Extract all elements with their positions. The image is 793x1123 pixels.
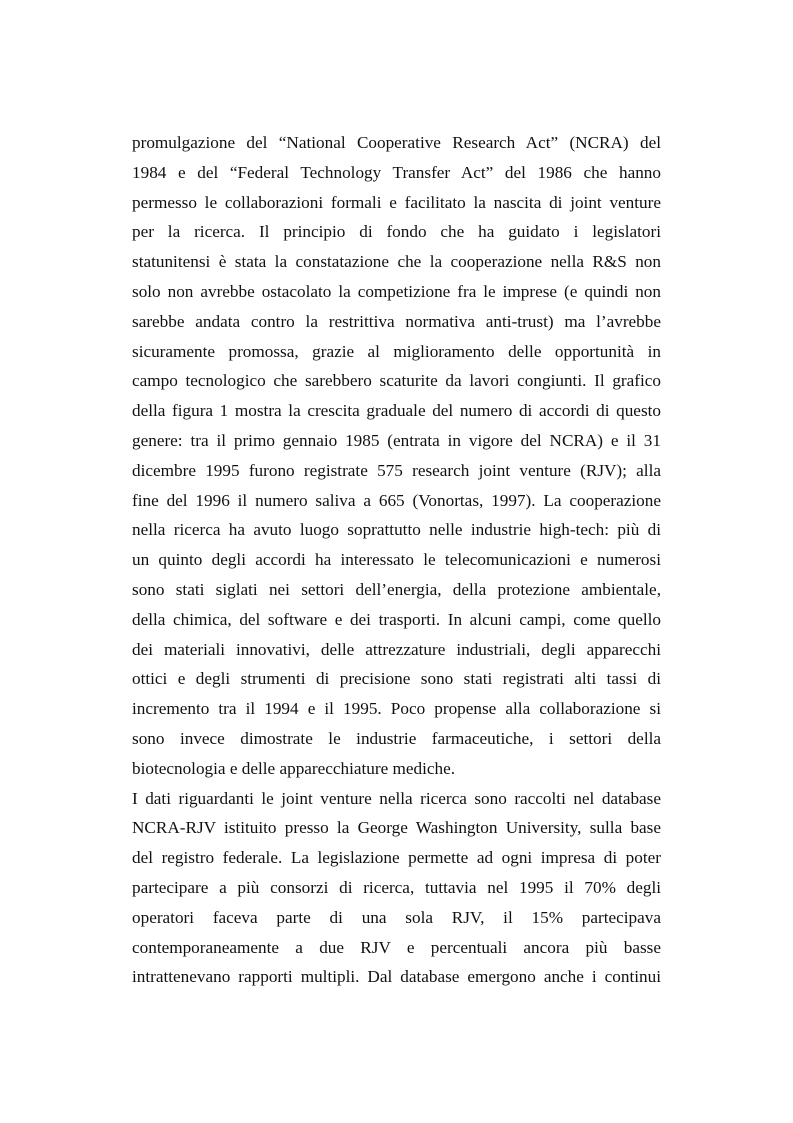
text-line: I dati riguardanti le joint venture nella ricerca sono raccolti nel database <box>132 788 661 808</box>
text-line: solo non avrebbe ostacolato la competizione fra le imprese (e quindi non <box>132 281 661 301</box>
text-line: per la ricerca. Il principio di fondo che ha guidato i legislatori <box>132 222 661 242</box>
text-line: biotecnologia e delle apparecchiature mediche. <box>132 758 456 778</box>
text-line: NCRA-RJV istituito presso la George Washington University, sulla base <box>132 818 661 838</box>
text-line: promulgazione del “National Cooperative Research Act” (NCRA) del <box>132 133 661 152</box>
text-line: partecipare a più consorzi di ricerca, tuttavia nel 1995 il 70% degli <box>132 877 661 897</box>
text-line: intrattenevano rapporti multipli. Dal database emergono anche i continui <box>132 967 661 987</box>
text-line: dei materiali innovativi, delle attrezzature industriali, degli apparecchi <box>132 639 661 659</box>
text-line: sono invece dimostrate le industrie farmaceutiche, i settori della <box>132 728 661 748</box>
text-line: sono stati siglati nei settori dell’energia, della protezione ambientale, <box>132 579 661 599</box>
text-line: operatori faceva parte di una sola RJV, il 15% partecipava <box>132 907 661 927</box>
text-line: sicuramente promossa, grazie al miglioramento delle opportunità in <box>132 341 661 361</box>
text-line: della figura 1 mostra la crescita graduale del numero di accordi di questo <box>132 401 661 421</box>
text-line: del registro federale. La legislazione permette ad ogni impresa di poter <box>132 848 661 868</box>
text-line: genere: tra il primo gennaio 1985 (entrata in vigore del NCRA) e il 31 <box>132 430 661 450</box>
text-line: campo tecnologico che sarebbero scaturite da lavori congiunti. Il grafico <box>132 371 661 391</box>
text-line: dicembre 1995 furono registrate 575 research joint venture (RJV); alla <box>132 460 661 480</box>
text-line: incremento tra il 1994 e il 1995. Poco propense alla collaborazione si <box>132 699 661 719</box>
text-line: statunitensi è stata la constatazione che la cooperazione nella R&S non <box>132 252 661 272</box>
text-line: 1984 e del “Federal Technology Transfer Act” del 1986 che hanno <box>132 162 661 182</box>
text-line: contemporaneamente a due RJV e percentuali ancora più basse <box>132 937 661 957</box>
text-line: nella ricerca ha avuto luogo soprattutto nelle industrie high-tech: più di <box>132 520 661 540</box>
document-page <box>132 128 661 992</box>
text-line: sarebbe andata contro la restrittiva normativa anti-trust) ma l’avrebbe <box>132 311 661 331</box>
text-line: fine del 1996 il numero saliva a 665 (Vonortas, 1997). La cooperazione <box>132 490 661 510</box>
text-line: permesso le collaborazioni formali e facilitato la nascita di joint venture <box>132 192 661 212</box>
text-line: un quinto degli accordi ha interessato le telecomunicazioni e numerosi <box>132 550 661 570</box>
text-line: ottici e degli strumenti di precisione sono stati registrati alti tassi di <box>132 669 661 689</box>
text-line: della chimica, del software e dei trasporti. In alcuni campi, come quello <box>132 609 661 629</box>
